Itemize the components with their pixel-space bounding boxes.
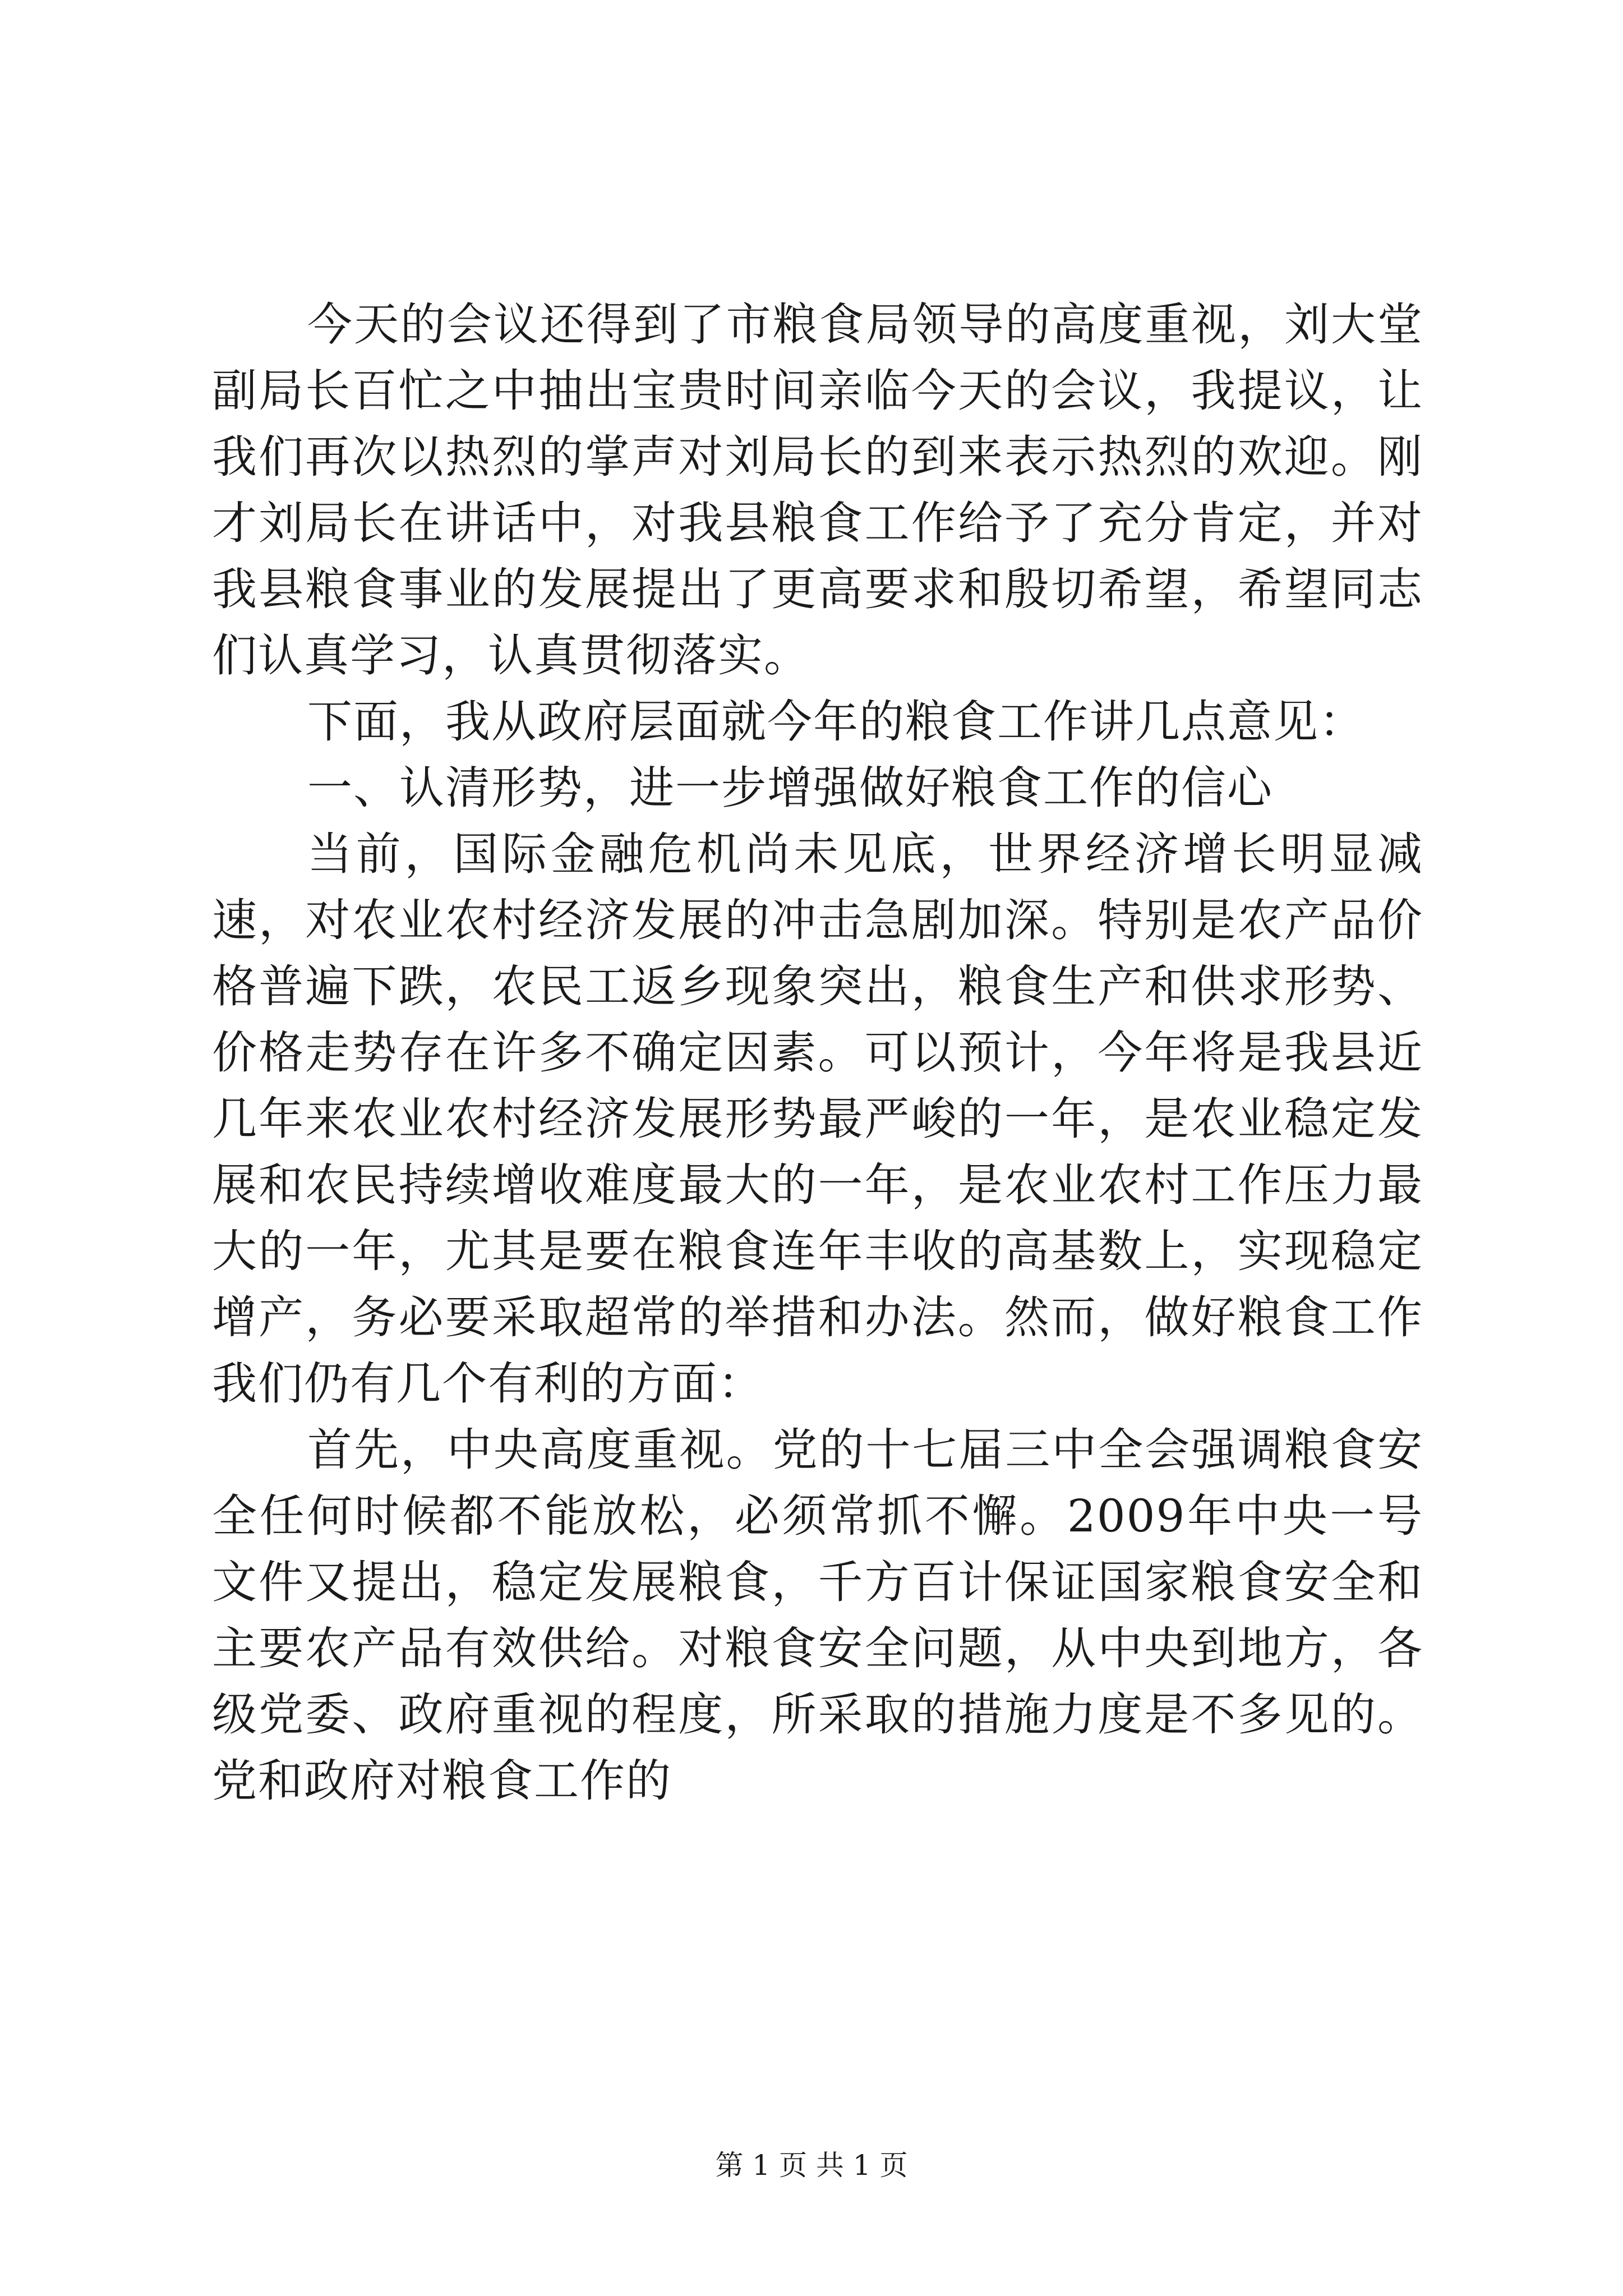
document-body	[212, 292, 1423, 1814]
section-heading-1: 一、认清形势，进一步增强做好粮食工作的信心	[307, 762, 1273, 814]
paragraph-first-point: 首先，中央高度重视。党的十七届三中全会强调粮食安全任何时候都不能放松，必须常抓不懈。2009年中央一号文件又提出，稳定发展粮食，千方百计保证国家粮食安全和主要农产品有效供给。对粮食安全问题，从中央到地方，各级党委、政府重视的程度，所采取的措施力度是不多见的。党和政府对粮食工作的	[212, 1424, 1423, 1807]
page-number-footer: 第 1 页 共 1 页	[715, 2149, 908, 2182]
paragraph-situation: 当前，国际金融危机尚未见底，世界经济增长明显减速，对农业农村经济发展的冲击急剧加深。特别是农产品价格普遍下跌，农民工返乡现象突出，粮食生产和供求形势、价格走势存在许多不确定因素。可以预计，今年将是我县近几年来农业农村经济发展形势最严峻的一年，是农业稳定发展和农民持续增收难度最大的一年，是农业农村工作压力最大的一年，尤其是要在粮食连年丰收的高基数上，实现稳定增产，务必要采取超常的举措和办法。然而，做好粮食工作我们仍有几个有利的方面：	[212, 828, 1423, 1410]
paragraph-intro: 下面，我从政府层面就今年的粮食工作讲几点意见：	[307, 696, 1365, 748]
paragraph-opening: 今天的会议还得到了市粮食局领导的高度重视，刘大堂副局长百忙之中抽出宝贵时间亲临今天的会议，我提议，让我们再次以热烈的掌声对刘局长的到来表示热烈的欢迎。刚才刘局长在讲话中，对我县粮食工作给予了充分肯定，并对我县粮食事业的发展提出了更高要求和殷切希望，希望同志们认真学习，认真贯彻落实。	[212, 298, 1423, 682]
